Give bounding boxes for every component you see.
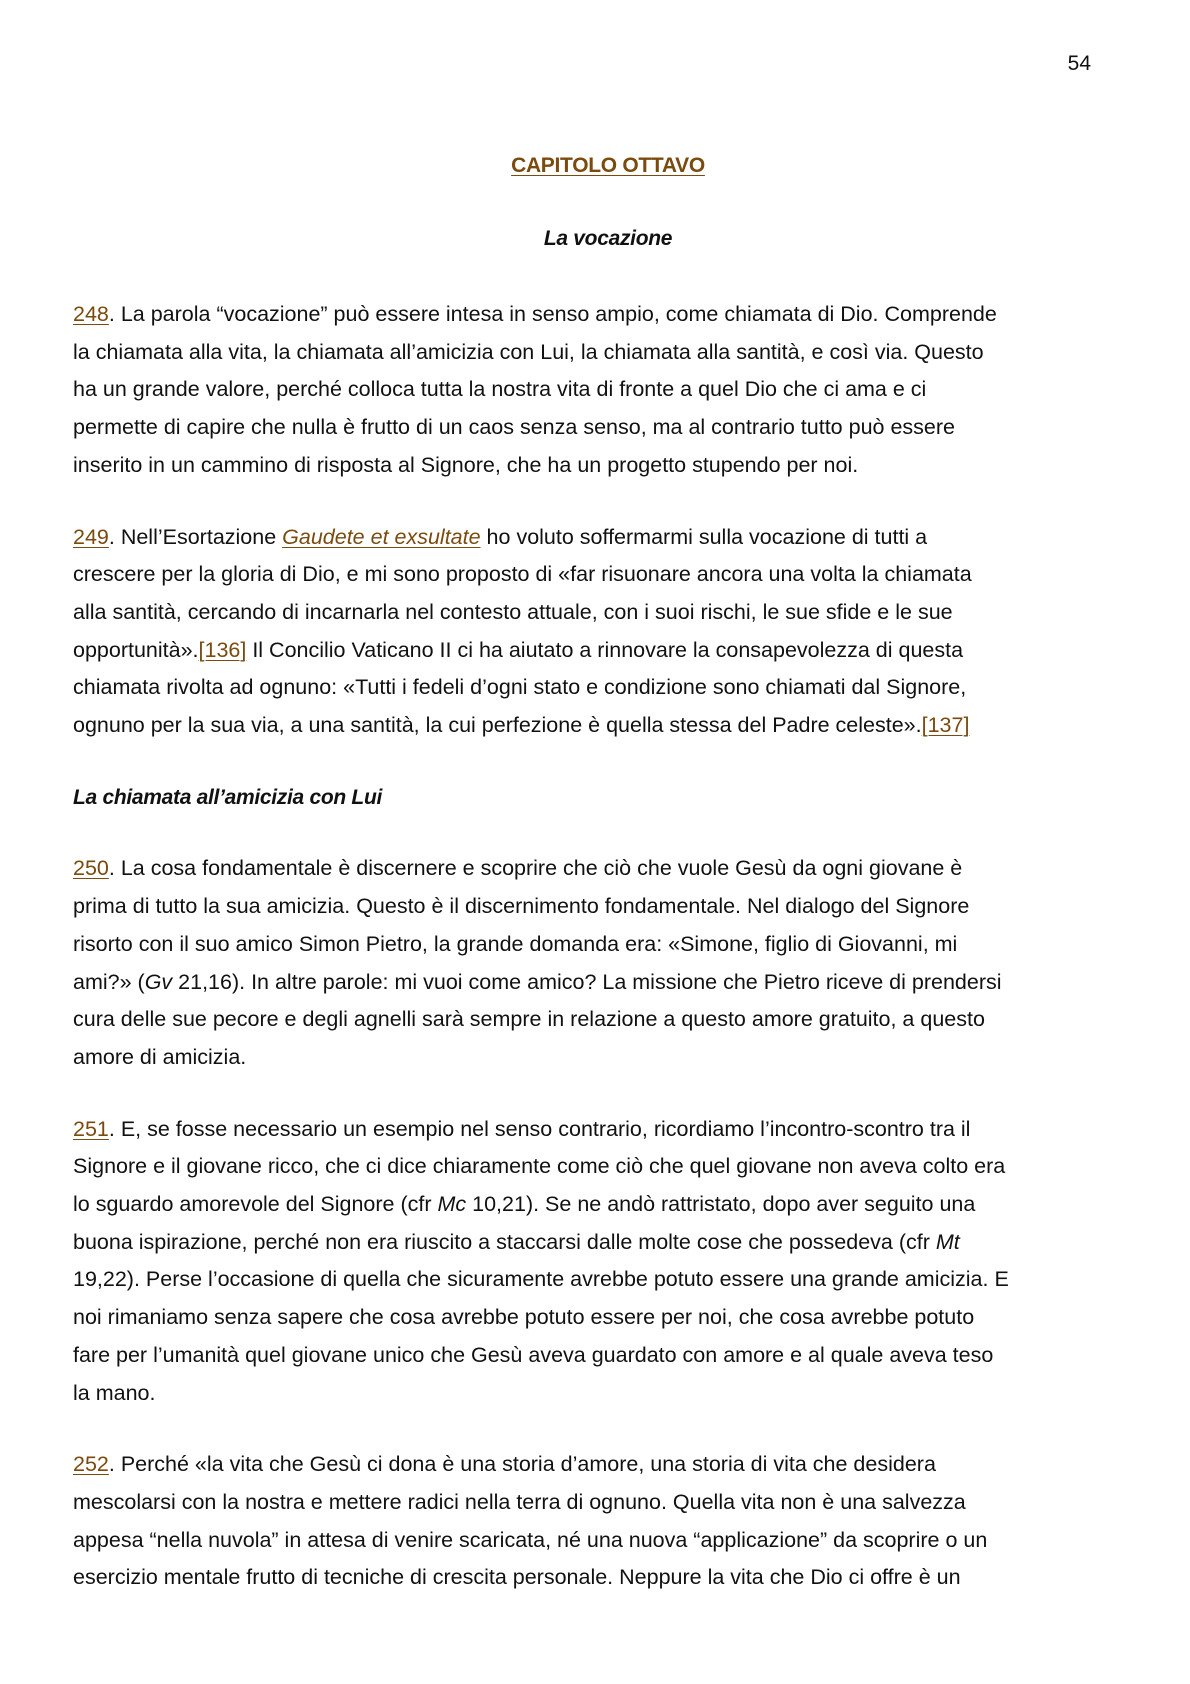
paragraph-line: la mano. [73,1380,156,1405]
paragraph-248 [73,296,1123,485]
paragraph-text: buona ispirazione, perché non era riuscito a staccarsi dalle molte cose che possedeva (cfr [73,1229,936,1254]
paragraph-line [73,1224,1123,1262]
paragraph-252 [73,1446,1123,1597]
paragraph-text: . E, se fosse necessario un esempio nel senso contrario, ricordiamo l’incontro-scontro tra il [108,1116,971,1141]
citation-mc: Mc [437,1192,467,1217]
footnote-link-137[interactable]: [137] [921,713,970,738]
paragraph-number-link-250[interactable]: 250 [73,856,109,881]
gaudete-et-exsultate-link[interactable]: Gaudete et exsultate [282,524,481,549]
paragraph-text: Il Concilio Vaticano II ci ha aiutato a rinnovare la consapevolezza di questa [246,637,964,662]
paragraph-line: prima di tutto la sua amicizia. Questo è il discernimento fondamentale. Nel dialogo del Signore [73,894,970,919]
subheading: La chiamata all’amicizia con Lui [73,785,383,809]
paragraph-number-link-248[interactable]: 248 [73,302,109,326]
paragraph-line: amore di amicizia. [73,1044,247,1069]
paragraph-line: crescere per la gloria di Dio, e mi sono proposto di «far risuonare ancora una volta la chiamata [73,562,972,587]
paragraph-line: risorto con il suo amico Simon Pietro, la grande domanda era: «Simone, figlio di Giovanni, mi [73,931,958,956]
citation-mt: Mt [935,1229,960,1254]
paragraph-text: ami?» ( [73,969,145,994]
chapter-title-link[interactable]: CAPITOLO OTTAVO [511,154,705,177]
paragraph-line: Signore e il giovane ricco, che ci dice chiaramente come ciò che quel giovane non aveva colto era [73,1154,1006,1179]
paragraph-text: 10,21). Se ne andò rattristato, dopo aver seguito una [466,1192,976,1217]
paragraph-number-link-249[interactable]: 249 [73,524,109,549]
paragraph-text: ognuno per la sua via, a una santità, la cui perfezione è quella stessa del Padre celeste». [73,713,922,738]
paragraph-text: . La cosa fondamentale è discernere e scoprire che ciò che vuole Gesù da ogni giovane è [108,856,963,881]
paragraph-text: ho voluto soffermarmi sulla vocazione di tutti a [480,524,928,549]
paragraph-line: esercizio mentale frutto di tecniche di crescita personale. Neppure la vita che Dio ci offre è un [73,1565,961,1590]
paragraph-line [73,1111,1123,1149]
paragraph-text: lo sguardo amorevole del Signore (cfr [73,1192,438,1217]
paragraph-text: opportunità». [73,637,199,662]
paragraph-line: ha un grande valore, perché colloca tutta la nostra vita di fronte a quel Dio che ci ama e ci [73,377,927,402]
paragraph-line [73,964,1123,1002]
chapter-title [73,152,1123,180]
paragraph-line: noi rimaniamo senza sapere che cosa avrebbe potuto essere per noi, che cosa avrebbe potuto [73,1305,975,1330]
paragraph-line: chiamata rivolta ad ognuno: «Tutti i fedeli d’ogni stato e condizione sono chiamati dal Signore, [73,675,967,700]
paragraph-line: inserito in un cammino di risposta al Signore, che ha un progetto stupendo per noi. [73,452,859,477]
paragraph-line [73,632,1123,670]
paragraph-line: cura delle sue pecore e degli agnelli sarà sempre in relazione a questo amore gratuito, a questo [73,1007,985,1032]
paragraph-text: . Nell’Esortazione [108,524,283,549]
paragraph-line: fare per l’umanità quel giovane unico che Gesù aveva guardato con amore e al quale aveva teso [73,1342,994,1367]
paragraph-line [73,296,1123,334]
citation-gv: Gv [144,969,173,994]
paragraph-line [73,1186,1123,1224]
paragraph-line: alla santità, cercando di incarnarla nel contesto attuale, con i suoi rischi, le sue sfide e le sue [73,599,953,624]
page-number: 54 [1067,52,1091,75]
paragraph-text: . Perché «la vita che Gesù ci dona è una storia d’amore, una storia di vita che desidera [108,1452,936,1477]
footnote-link-136[interactable]: [136] [198,637,247,662]
section-title: La vocazione [543,227,673,250]
paragraph-251 [73,1111,1123,1413]
paragraph-line [73,707,1123,745]
paragraph-line: appesa “nella nuvola” in attesa di venire scaricata, né una nuova “applicazione” da scoprire o un [73,1527,988,1552]
paragraph-line [73,850,1123,888]
paragraph-line [73,1446,1123,1484]
paragraph-250 [73,850,1123,1076]
paragraph-line: permette di capire che nulla è frutto di un caos senza senso, ma al contrario tutto può essere [73,415,955,440]
paragraph-line [73,519,1123,557]
paragraph-line: 19,22). Perse l’occasione di quella che sicuramente avrebbe potuto essere una grande amicizia. E [73,1267,1009,1292]
paragraph-number-link-252[interactable]: 252 [73,1452,109,1477]
paragraph-line: mescolarsi con la nostra e mettere radici nella terra di ognuno. Quella vita non è una salvezza [73,1489,966,1514]
paragraph-number-link-251[interactable]: 251 [73,1116,109,1141]
paragraph-text: . La parola “vocazione” può essere intesa in senso ampio, come chiamata di Dio. Comprende [108,302,997,326]
paragraph-text: 21,16). In altre parole: mi vuoi come amico? La missione che Pietro riceve di prendersi [172,969,1002,994]
paragraph-line: la chiamata alla vita, la chiamata all’amicizia con Lui, la chiamata alla santità, e così via. Questo [73,339,984,364]
paragraph-249 [73,519,1123,745]
document-body [73,152,1123,1597]
